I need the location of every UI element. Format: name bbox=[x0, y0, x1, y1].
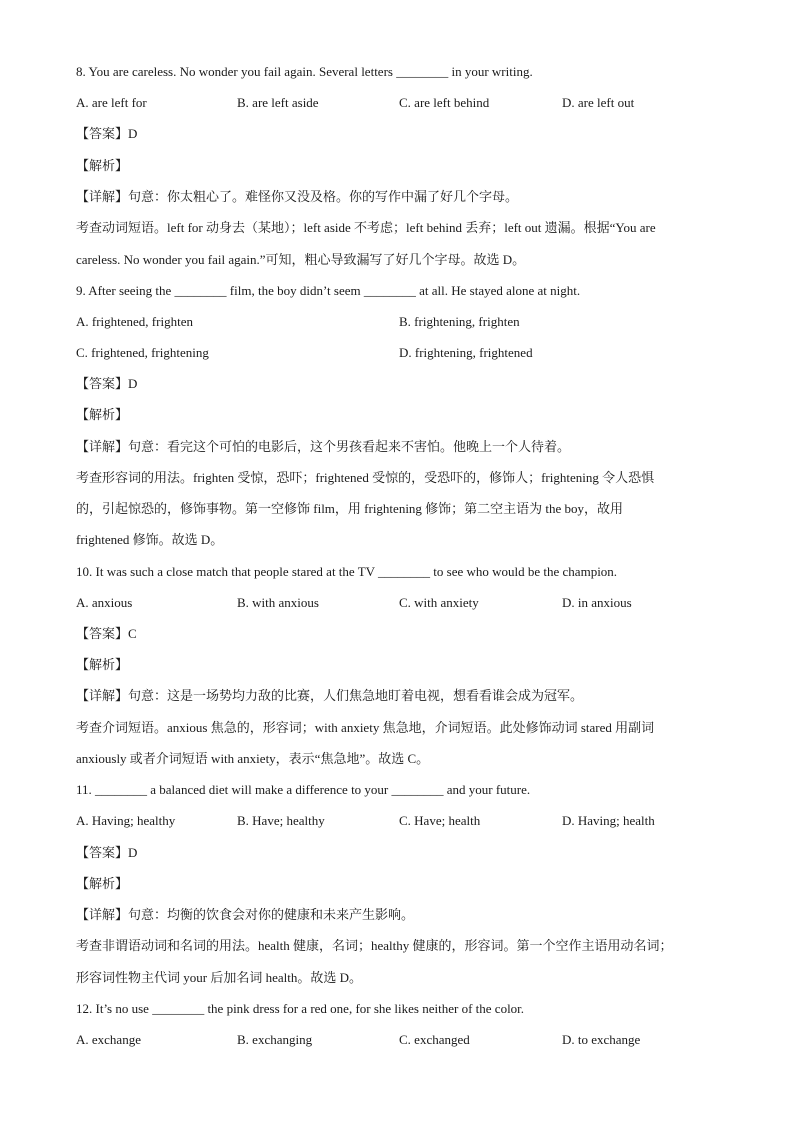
question-9-detail-line: 【详解】句意：看完这个可怕的电影后，这个男孩看起来不害怕。他晚上一个人待着。 bbox=[76, 439, 571, 454]
question-11-answer: 【答案】D bbox=[76, 845, 138, 860]
question-9-analysis-heading: 【解析】 bbox=[76, 407, 129, 422]
question-9-detail-line: 的，引起惊恐的，修饰事物。第一空修饰 film，用 frightening 修饰；第二空主语为 the boy，故用 bbox=[76, 501, 624, 516]
question-8-analysis-heading: 【解析】 bbox=[76, 158, 129, 173]
question-8-option-d: D. are left out bbox=[562, 95, 635, 110]
question-12-option-a: A. exchange bbox=[76, 1032, 141, 1047]
question-12-option-c: C. exchanged bbox=[399, 1032, 470, 1047]
question-12-option-b: B. exchanging bbox=[237, 1032, 313, 1047]
question-10-analysis-heading: 【解析】 bbox=[76, 657, 129, 672]
question-11-option-c: C. Have; health bbox=[399, 813, 481, 828]
question-10-detail-line: 【详解】句意：这是一场势均力敌的比赛，人们焦急地盯着电视，想看看谁会成为冠军。 bbox=[76, 688, 584, 703]
question-11-option-b: B. Have; healthy bbox=[237, 813, 325, 828]
question-9-stem: 9. After seeing the ________ film, the boy didn’t seem ________ at all. He stayed alone at night. bbox=[76, 283, 581, 298]
question-10-detail-line: anxiously 或者介词短语 with anxiety，表示“焦急地”。故选 C。 bbox=[76, 751, 430, 766]
question-8-answer: 【答案】D bbox=[76, 126, 138, 141]
question-9-option-a: A. frightened, frighten bbox=[76, 314, 193, 329]
question-8-option-a: A. are left for bbox=[76, 95, 147, 110]
question-9-detail-line: frightened 修饰。故选 D。 bbox=[76, 532, 224, 547]
question-8-detail-line: 考查动词短语。left for 动身去（某地）；left aside 不考虑；left behind 丢弃；left out 遗漏。根据“You are bbox=[76, 220, 656, 235]
question-11-analysis-heading: 【解析】 bbox=[76, 876, 129, 891]
question-11-detail-line: 考查非谓语动词和名词的用法。health 健康，名词；healthy 健康的，形容词。第一个空作主语用动名词； bbox=[76, 938, 673, 953]
question-11-stem: 11. ________ a balanced diet will make a difference to your ________ and your future. bbox=[76, 782, 531, 797]
question-8-option-c: C. are left behind bbox=[399, 95, 490, 110]
question-10-detail-line: 考查介词短语。anxious 焦急的，形容词；with anxiety 焦急地，介词短语。此处修饰动词 stared 用副词 bbox=[76, 720, 655, 735]
question-9-options-row-1 bbox=[76, 314, 726, 330]
question-8-options bbox=[76, 95, 726, 111]
question-9-option-d: D. frightening, frightened bbox=[399, 345, 533, 360]
question-8-detail-line: 【详解】句意：你太粗心了。难怪你又没及格。你的写作中漏了好几个字母。 bbox=[76, 189, 519, 204]
question-11-detail-line: 形容词性物主代词 your 后加名词 health。故选 D。 bbox=[76, 970, 362, 985]
question-8-stem: 8. You are careless. No wonder you fail again. Several letters ________ in your writing. bbox=[76, 64, 533, 79]
question-11-options bbox=[76, 813, 726, 829]
question-11-option-a: A. Having; healthy bbox=[76, 813, 176, 828]
question-12-option-d: D. to exchange bbox=[562, 1032, 641, 1047]
question-11-detail-line: 【详解】句意：均衡的饮食会对你的健康和未来产生影响。 bbox=[76, 907, 415, 922]
question-10-option-c: C. with anxiety bbox=[399, 595, 479, 610]
question-10-option-a: A. anxious bbox=[76, 595, 133, 610]
question-10-stem: 10. It was such a close match that people stared at the TV ________ to see who would be the champion. bbox=[76, 564, 618, 579]
question-9-option-b: B. frightening, frighten bbox=[399, 314, 520, 329]
question-9-options-row-2 bbox=[76, 345, 726, 361]
question-8-option-b: B. are left aside bbox=[237, 95, 319, 110]
question-10-answer: 【答案】C bbox=[76, 626, 137, 641]
question-12-options bbox=[76, 1032, 726, 1048]
question-10-option-b: B. with anxious bbox=[237, 595, 319, 610]
question-12-stem: 12. It’s no use ________ the pink dress for a red one, for she likes neither of the color. bbox=[76, 1001, 525, 1016]
question-10-options bbox=[76, 595, 726, 611]
question-8-detail-line: careless. No wonder you fail again.”可知，粗心导致漏写了好几个字母。故选 D。 bbox=[76, 252, 526, 267]
question-9-detail-line: 考查形容词的用法。frighten 受惊，恐吓；frightened 受惊的，受恐吓的，修饰人；frightening 令人恐惧 bbox=[76, 470, 655, 485]
question-9-answer: 【答案】D bbox=[76, 376, 138, 391]
question-11-option-d: D. Having; health bbox=[562, 813, 655, 828]
question-9-option-c: C. frightened, frightening bbox=[76, 345, 209, 360]
question-10-option-d: D. in anxious bbox=[562, 595, 632, 610]
